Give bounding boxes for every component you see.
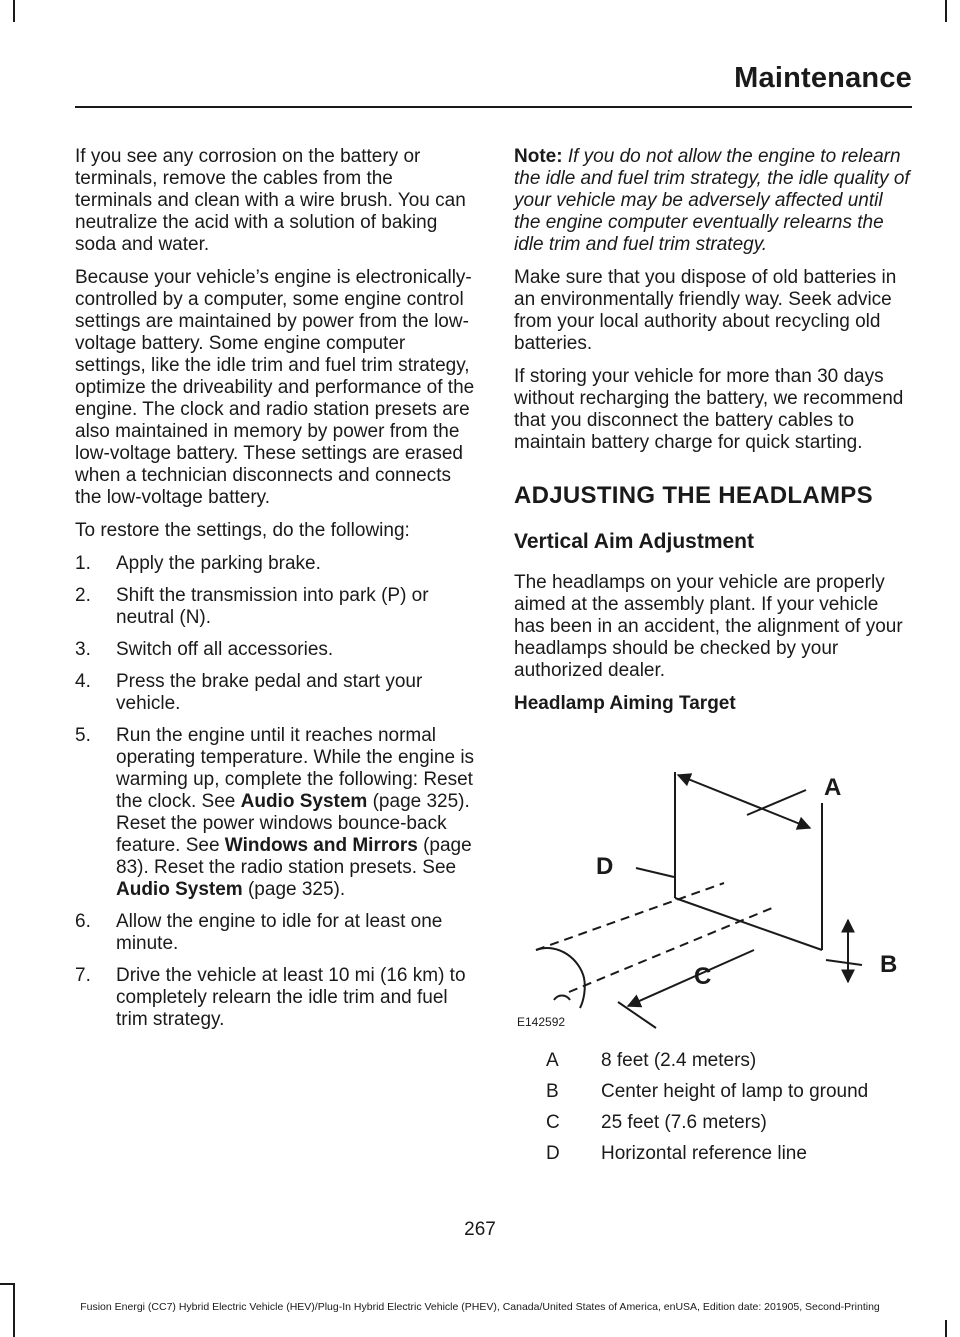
label-a-leader	[747, 790, 806, 815]
figure-code: E142592	[517, 1015, 566, 1029]
dimension-c-arrow	[628, 950, 754, 1006]
left-column	[75, 146, 475, 1041]
headlamps-heading: ADJUSTING THE HEADLAMPS	[514, 482, 873, 509]
label-d-leader	[636, 868, 674, 877]
projection-line-bottom	[569, 908, 772, 992]
label-c: C	[694, 963, 712, 990]
crop-mark-top-left-v	[13, 0, 15, 22]
list-item: 7. Drive the vehicle at least 10 mi (16 km) to completely relearn the idle trim and fuel trim strategy.	[75, 965, 466, 1030]
label-a: A	[824, 774, 842, 801]
list-item: 5. Run the engine until it reaches normal operating temperature. While the engine is warming up, complete the following: Reset the clock. See Audio System (page 325). Reset the power windows bounce-back feature. See Windows and Mirrors (page 83). Reset the radio station presets. See Audio System (page 325).	[75, 725, 475, 900]
crop-mark-top-right-v	[945, 0, 947, 22]
vertical-aim-heading: Vertical Aim Adjustment	[514, 530, 755, 553]
legend-row: A 8 feet (2.4 meters)	[546, 1050, 757, 1071]
list-item: 4. Press the brake pedal and start your vehicle.	[75, 671, 423, 714]
legend-row: D Horizontal reference line	[546, 1143, 807, 1164]
list-item: 6. Allow the engine to idle for at least one minute.	[75, 911, 443, 954]
wall-bottom-edge	[675, 898, 822, 950]
list-item: 2. Shift the transmission into park (P) or neutral (N).	[75, 585, 429, 628]
crop-mark-bottom-left-h	[0, 1283, 14, 1285]
corrosion-paragraph: If you see any corrosion on the battery or terminals, remove the cables from the terminals and clean with a wire brush. You can neutralize the acid with a solution of baking soda and water.	[75, 146, 466, 255]
list-item: 1. Apply the parking brake.	[75, 553, 321, 574]
windows-and-mirrors-link[interactable]: Windows and Mirrors	[224, 835, 418, 856]
aim-paragraph: The headlamps on your vehicle are properly aimed at the assembly plant. If your vehicle has been in an accident, the alignment of your headlamps should be checked by your authorized dealer.	[514, 572, 903, 681]
note-paragraph: Note: If you do not allow the engine to relearn the idle and fuel trim strategy, the idle quality of your vehicle may be adversely affected until the engine computer eventually relearns the idle trim and fuel trim strategy.	[514, 146, 910, 255]
legend-row: C 25 feet (7.6 meters)	[546, 1112, 767, 1133]
dimension-a-arrow	[678, 775, 810, 828]
headlamp-outline	[536, 948, 585, 1008]
ground-line	[618, 1002, 656, 1028]
list-item: 3. Switch off all accessories.	[75, 639, 334, 660]
headlamp-bulb	[554, 996, 570, 1001]
audio-system-link[interactable]: Audio System	[240, 791, 368, 812]
storing-paragraph: If storing your vehicle for more than 30 days without recharging the battery, we recommend that you disconnect the battery cables to maintain battery charge for quick starting.	[514, 366, 904, 453]
diagram-legend	[514, 1050, 910, 1174]
restore-intro-paragraph: To restore the settings, do the following:	[75, 520, 410, 541]
page-number: 267	[464, 1219, 496, 1240]
page-section-title: Maintenance	[734, 62, 912, 94]
legend-row: B Center height of lamp to ground	[546, 1081, 869, 1102]
crop-mark-bottom-right-v	[945, 1320, 947, 1337]
audio-system-link[interactable]: Audio System	[116, 879, 243, 900]
note-label: Note:	[514, 146, 563, 167]
label-b-leader	[826, 960, 862, 965]
aiming-target-heading: Headlamp Aiming Target	[514, 693, 736, 714]
headlamp-aiming-svg	[514, 760, 910, 1040]
header-rule	[75, 106, 912, 108]
label-d: D	[596, 853, 614, 880]
footer-edition-info: Fusion Energi (CC7) Hybrid Electric Vehicle (HEV)/Plug-In Hybrid Electric Vehicle (PHEV), Canada/United States of America, enUSA, Edition date: 201905, Second-Printing	[80, 1301, 880, 1313]
headlamp-aiming-diagram	[514, 760, 910, 1040]
right-column	[514, 146, 910, 715]
restore-steps-list	[75, 553, 475, 1031]
engine-settings-paragraph: Because your vehicle’s engine is electronically-controlled by a computer, some engine control settings are maintained by power from the low-voltage battery. Some engine computer settings, like the idle trim and fuel trim strategy, optimize the driveability and performance of the engine. The clock and radio station presets are also maintained in memory by power from the low-voltage battery. These settings are erased when a technician disconnects and connects the low-voltage battery.	[75, 267, 475, 508]
label-b: B	[880, 951, 898, 978]
dispose-paragraph: Make sure that you dispose of old batteries in an environmentally friendly way. Seek advice from your local authority about recycling old batteries.	[514, 267, 897, 354]
